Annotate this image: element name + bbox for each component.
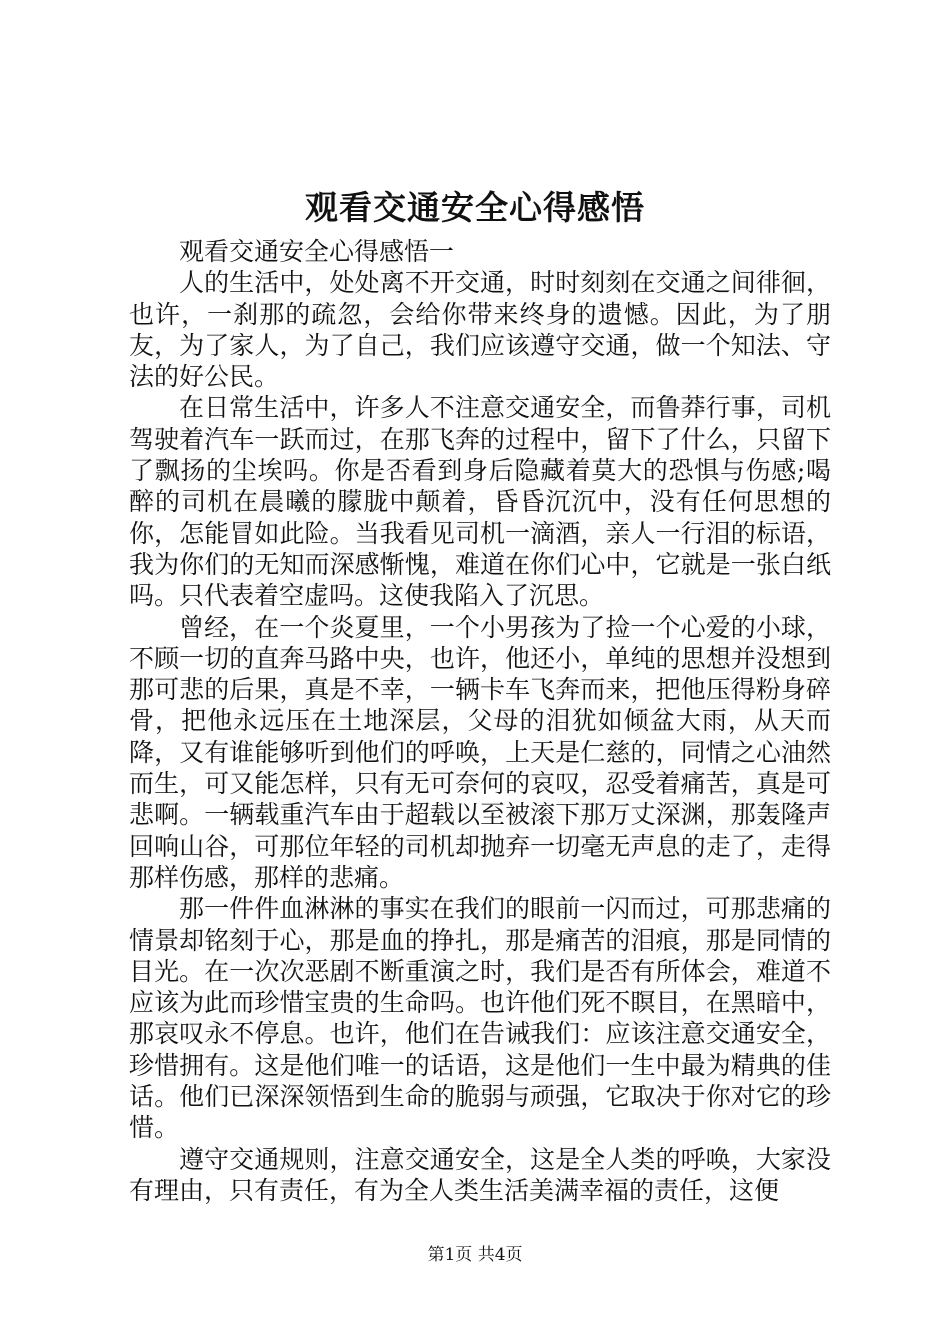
paragraph-subtitle: 观看交通安全心得感悟一 — [179, 237, 455, 266]
paragraph-5: 遵守交通规则，注意交通安全，这是全人类的呼唤，大家没有理由，只有责任，有为全人类生活美满幸福的责任，这便 — [129, 1144, 831, 1205]
document-title: 观看交通安全心得感悟 — [305, 188, 645, 227]
document-body — [129, 236, 831, 1206]
paragraph-2: 在日常生活中，许多人不注意交通安全，而鲁莽行事，司机驾驶着汽车一跃而过，在那飞奔的过程中，留下了什么，只留下了飘扬的尘埃吗。你是否看到身后隐藏着莫大的恐惧与伤感;喝醉的司机在晨曦的朦胧中颠着，昏昏沉沉中，没有任何思想的你，怎能冒如此险。当我看见司机一滴酒，亲人一行泪的标语，我为你们的无知而深感惭愧，难道在你们心中，它就是一张白纸吗。只代表着空虚吗。这使我陷入了沉思。 — [129, 393, 831, 611]
paragraph-4: 那一件件血淋淋的事实在我们的眼前一闪而过，可那悲痛的情景却铭刻于心，那是血的挣扎，那是痛苦的泪痕，那是同情的目光。在一次次恶剧不断重演之时，我们是否有所体会，难道不应该为此而珍惜宝贵的生命吗。也许他们死不瞑目，在黑暗中，那哀叹永不停息。也许，他们在告诫我们：应该注意交通安全，珍惜拥有。这是他们唯一的话语，这是他们一生中最为精典的佳话。他们已深深领悟到生命的脆弱与顽强，它取决于你对它的珍惜。 — [129, 894, 831, 1143]
paragraph-3: 曾经，在一个炎夏里，一个小男孩为了捡一个心爱的小球，不顾一切的直奔马路中央，也许，他还小，单纯的思想并没想到那可悲的后果，真是不幸，一辆卡车飞奔而来，把他压得粉身碎骨，把他永远压在土地深层，父母的泪犹如倾盆大雨，从天而降，又有谁能够听到他们的呼唤，上天是仁慈的，同情之心油然而生，可又能怎样，只有无可奈何的哀叹，忍受着痛苦，真是可悲啊。一辆载重汽车由于超载以至被滚下那万丈深渊，那轰隆声回响山谷，可那位年轻的司机却抛弃一切毫无声息的走了，走得那样伤感，那样的悲痛。 — [129, 612, 831, 892]
page-number-footer: 第1页 共4页 — [427, 1245, 523, 1265]
paragraph-1: 人的生活中，处处离不开交通，时时刻刻在交通之间徘徊，也许，一刹那的疏忽，会给你带来终身的遗憾。因此，为了朋友，为了家人，为了自己，我们应该遵守交通，做一个知法、守法的好公民。 — [129, 268, 831, 392]
